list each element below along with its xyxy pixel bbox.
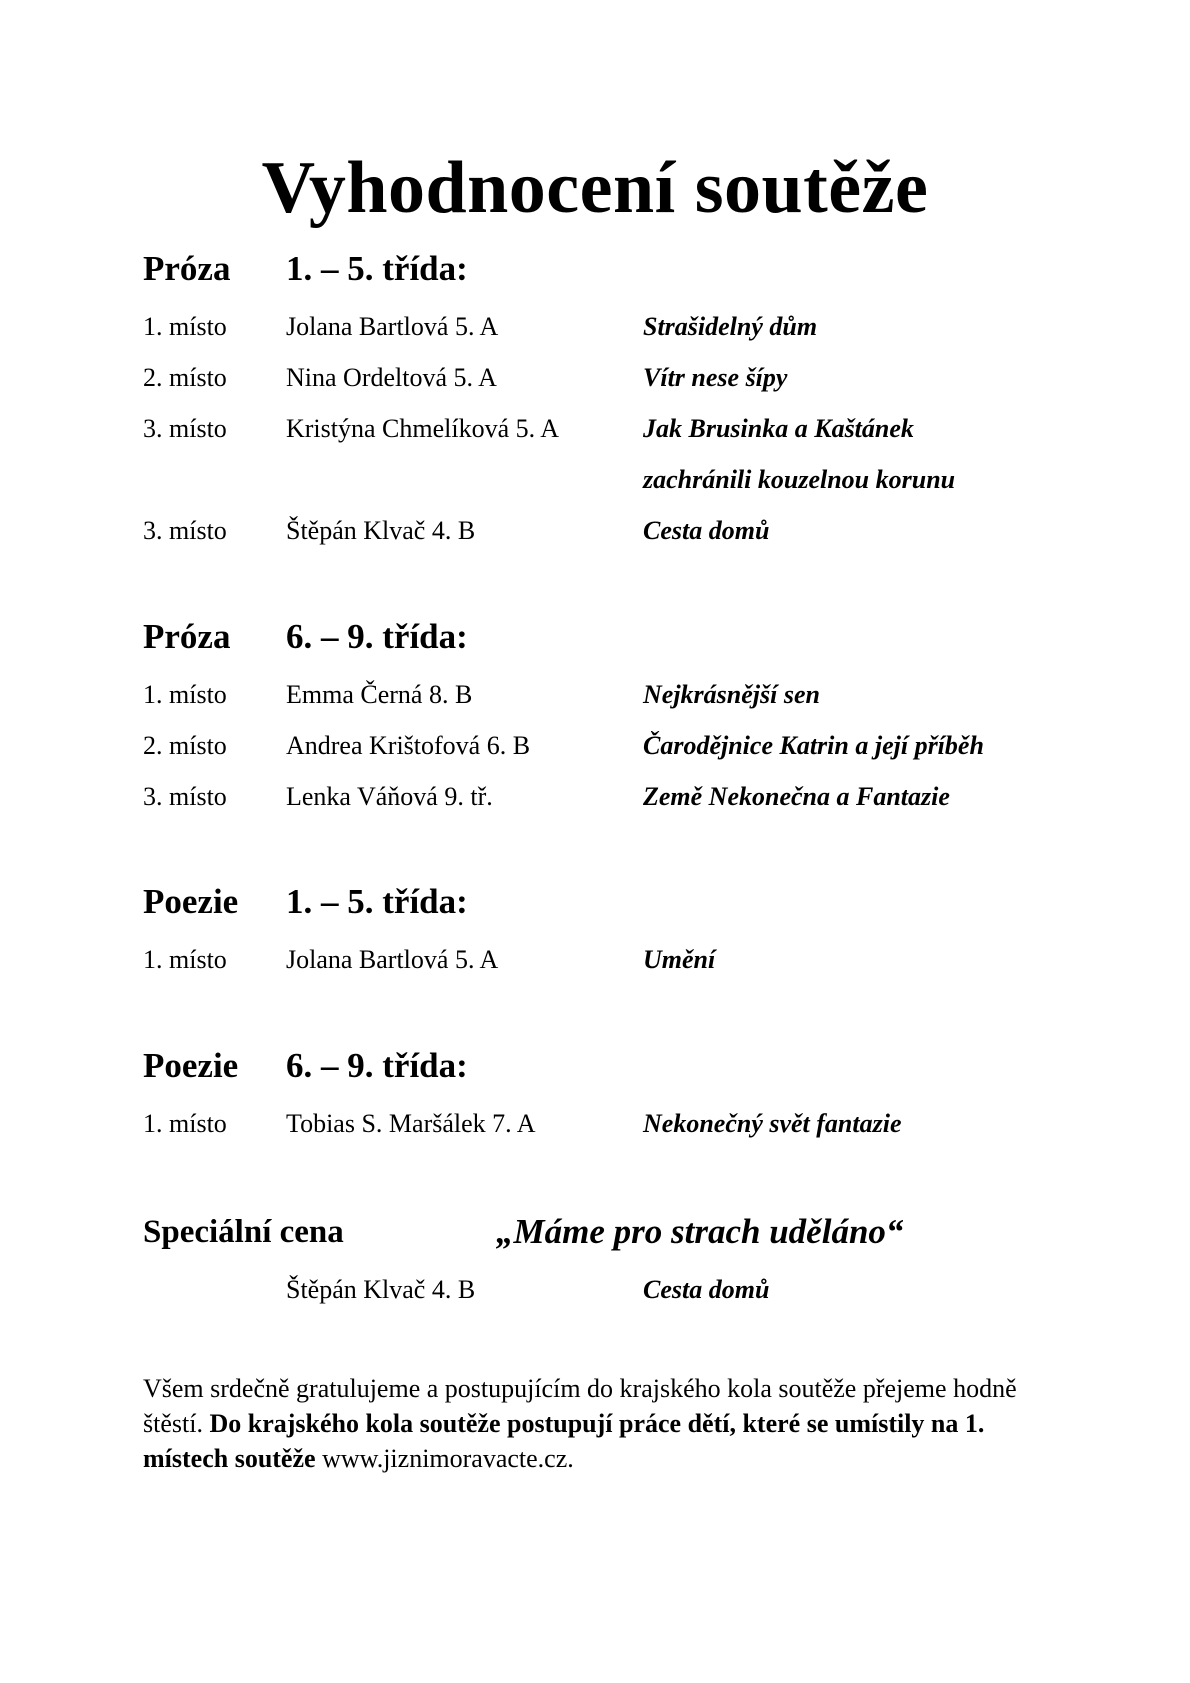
place-label: 2. místo: [143, 731, 227, 760]
place-label: 2. místo: [143, 363, 227, 392]
closing-bold-note: Do krajského kola soutěže postupují práce dětí, které se umístily na 1. místech soutěže: [143, 1409, 985, 1473]
student-name: Emma Černá 8. B: [286, 680, 473, 709]
closing-intro: Všem srdečně gratulujeme a postupujícím do krajského kola soutěže přejeme hodně štěstí.: [143, 1374, 1017, 1438]
student-name: Lenka Váňová 9. tř.: [286, 782, 493, 811]
section-category: Poezie: [143, 882, 239, 921]
place-label: 1. místo: [143, 945, 227, 974]
work-title: Strašidelný dům: [643, 312, 818, 341]
closing-paragraph: [143, 1371, 1043, 1476]
student-name: Andrea Krištofová 6. B: [286, 731, 531, 760]
section-grade: 1. – 5. třída:: [286, 249, 468, 288]
section-grade: 6. – 9. třída:: [286, 617, 468, 656]
place-label: 1. místo: [143, 680, 227, 709]
place-label: 3. místo: [143, 414, 227, 443]
special-prize-motto: „Máme pro strach uděláno“: [496, 1212, 904, 1251]
student-name: Tobias S. Maršálek 7. A: [286, 1109, 536, 1138]
place-label: 3. místo: [143, 782, 227, 811]
section-grade: 6. – 9. třída:: [286, 1046, 468, 1085]
student-name: Nina Ordeltová 5. A: [286, 363, 497, 392]
student-name: Jolana Bartlová 5. A: [286, 945, 499, 974]
work-title: Jak Brusinka a Kaštánek: [643, 414, 914, 443]
work-title: Cesta domů: [643, 516, 770, 545]
student-name: Štěpán Klvač 4. B: [286, 1275, 476, 1304]
work-title: Nekonečný svět fantazie: [643, 1109, 902, 1138]
work-title: Čarodějnice Katrin a její příběh: [643, 731, 984, 760]
student-name: Jolana Bartlová 5. A: [286, 312, 499, 341]
work-title: Umění: [643, 945, 716, 974]
special-prize-label: Speciální cena: [143, 1214, 344, 1250]
section-category: Próza: [143, 617, 231, 656]
closing-link: www.jiznimoravacte.cz.: [322, 1444, 574, 1473]
work-title: Země Nekonečna a Fantazie: [643, 782, 950, 811]
work-title: Cesta domů: [643, 1275, 770, 1304]
work-title: Vítr nese šípy: [643, 363, 788, 392]
student-name: Štěpán Klvač 4. B: [286, 516, 476, 545]
work-title: Nejkrásnější sen: [643, 680, 820, 709]
student-name: Kristýna Chmelíková 5. A: [286, 414, 559, 443]
place-label: 1. místo: [143, 1109, 227, 1138]
section-grade: 1. – 5. třída:: [286, 882, 468, 921]
section-category: Poezie: [143, 1046, 239, 1085]
page-title: Vyhodnocení soutěže: [261, 147, 929, 229]
work-title: zachránili kouzelnou korunu: [643, 465, 956, 494]
place-label: 3. místo: [143, 516, 227, 545]
section-category: Próza: [143, 249, 231, 288]
place-label: 1. místo: [143, 312, 227, 341]
